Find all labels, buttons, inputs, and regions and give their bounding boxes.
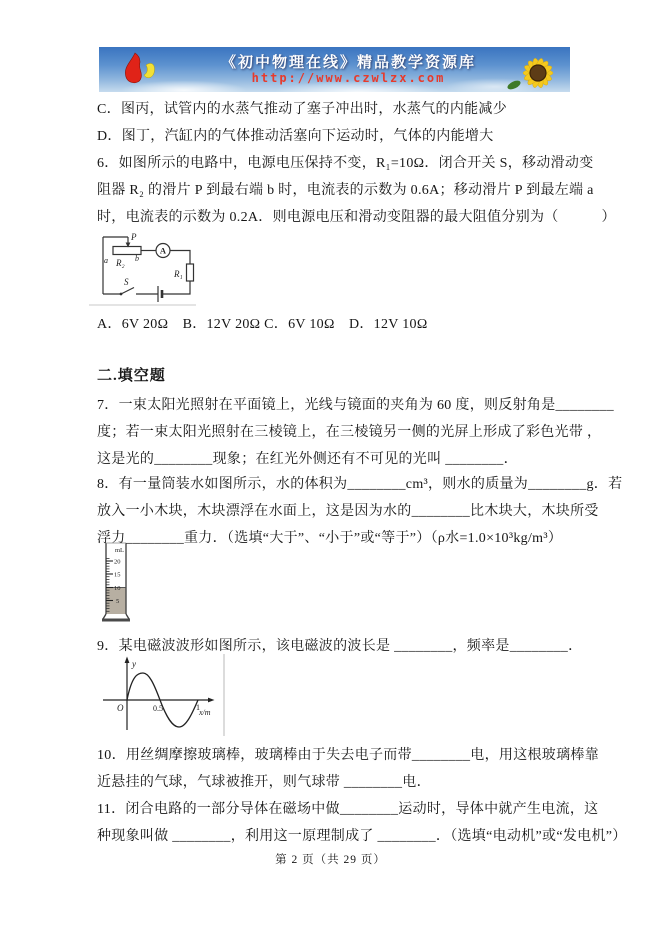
- x-tick-one: 1: [196, 703, 200, 712]
- origin-label: O: [117, 703, 124, 713]
- circuit-diagram-figure: [88, 229, 198, 307]
- wave-graph-figure: [97, 654, 227, 736]
- base-right: [126, 614, 129, 619]
- switch-label: S: [124, 277, 129, 287]
- rheostat-label: R₂: [116, 258, 125, 268]
- banner-url-link[interactable]: http://www.czwlzx.com: [251, 71, 446, 85]
- cylinder-tick-15: 15: [114, 571, 121, 579]
- site-banner: [99, 47, 570, 92]
- wire-resistor-battery: [162, 281, 190, 294]
- option-c-line: C．图丙，试管内的水蒸气推动了塞子冲出时，水蒸气的内能减少: [97, 102, 508, 117]
- question-7-line-1: 7．一束太阳光照射在平面镜上，光线与镜面的夹角为 60 度，则反射角是________: [97, 398, 614, 413]
- rheostat-a-label: a: [104, 256, 108, 265]
- page-number-footer: 第 2 页（共 29 页）: [275, 854, 386, 866]
- question-11-line-1: 11．闭合电路的一部分导体在磁场中做________运动时，导体中就产生电流，这: [97, 802, 599, 817]
- flame-logo-icon: [115, 50, 163, 90]
- minor-tick-marks: [106, 559, 110, 612]
- cylinder-tick-20: 20: [114, 558, 121, 566]
- question-11-line-2: 种现象叫做 ________，利用这一原理制成了 ________．（选填“电动机”或“发电机”）: [97, 829, 627, 844]
- x-tick-half: 0.5: [153, 704, 163, 713]
- resistor-symbol: [187, 264, 194, 281]
- flame-yellow-shape: [144, 63, 155, 77]
- y-axis-label: y: [132, 659, 136, 669]
- question-7-line-3: 这是光的________现象；在红光外侧还有不可见的光叫 ________．: [97, 452, 518, 467]
- wire-ammeter-resistor: [170, 251, 190, 265]
- question-6-line-1: 6．如图所示的电路中，电源电压保持不变，R₁=10Ω．闭合开关 S，移动滑动变: [97, 156, 594, 171]
- question-6-options: A．6V 20Ω B．12V 20Ω C．6V 10Ω D．12V 10Ω: [97, 317, 428, 332]
- question-6-line-2: 阻器 R₂ 的滑片 P 到最右端 b 时，电流表的示数为 0.6A；移动滑片 P 到最左端 a: [97, 183, 594, 198]
- question-6-line-3: 时，电流表的示数为 0.2A．则电源电压和滑动变阻器的最大阻值分别为（ ）: [97, 210, 616, 225]
- question-10-line-2: 近悬挂的气球，气球被推开，则气球带 ________电．: [97, 775, 431, 790]
- question-10-line-1: 10．用丝绸摩擦玻璃棒，玻璃棒由于失去电子而带________电，用这根玻璃棒靠: [97, 748, 599, 763]
- switch-lever: [121, 288, 134, 295]
- x-axis-label: x/m: [199, 708, 211, 717]
- cylinder-unit-label: mL: [115, 547, 125, 554]
- sunflower-leaf: [506, 79, 522, 91]
- rheostat-b-label: b: [135, 254, 139, 263]
- x-axis-arrowhead: [208, 698, 215, 703]
- resistor-label: R₁: [174, 269, 183, 279]
- slider-label: P: [131, 232, 137, 242]
- cylinder-tick-5: 5: [116, 598, 120, 605]
- flame-red-shape: [125, 53, 141, 83]
- section-2-heading: 二.填空题: [97, 368, 166, 384]
- question-9-line: 9．某电磁波波形如图所示，该电磁波的波长是 ________，频率是________．: [97, 639, 583, 654]
- ammeter-label: A: [159, 245, 167, 256]
- option-d-line: D．图丁，汽缸内的气体推动活塞向下运动时，气体的内能增大: [97, 129, 494, 144]
- base-left: [103, 614, 106, 619]
- cylinder-tick-10: 10: [114, 585, 121, 592]
- question-8-line-3: 浮力________重力．（选填“大于”、“小于”或“等于”）（ρ水=1.0×10³kg/m³）: [97, 531, 563, 546]
- question-7-line-2: 度；若一束太阳光照射在三棱镜上，在三棱镜另一侧的光屏上形成了彩色光带 ，: [97, 425, 602, 440]
- y-axis-arrowhead: [125, 657, 130, 664]
- sunflower-icon: [502, 51, 564, 91]
- question-8-line-1: 8．有一量筒装水如图所示，水的体积为________cm³，则水的质量为________g．若: [97, 477, 623, 492]
- switch-pivot-dot: [120, 293, 123, 296]
- question-8-line-2: 放入一小木块，木块漂浮在水面上，这是因为水的________比木块大，木块所受: [97, 504, 599, 519]
- graduated-cylinder-figure: [99, 541, 133, 625]
- banner-title: 《初中物理在线》精品教学资源库: [220, 53, 476, 71]
